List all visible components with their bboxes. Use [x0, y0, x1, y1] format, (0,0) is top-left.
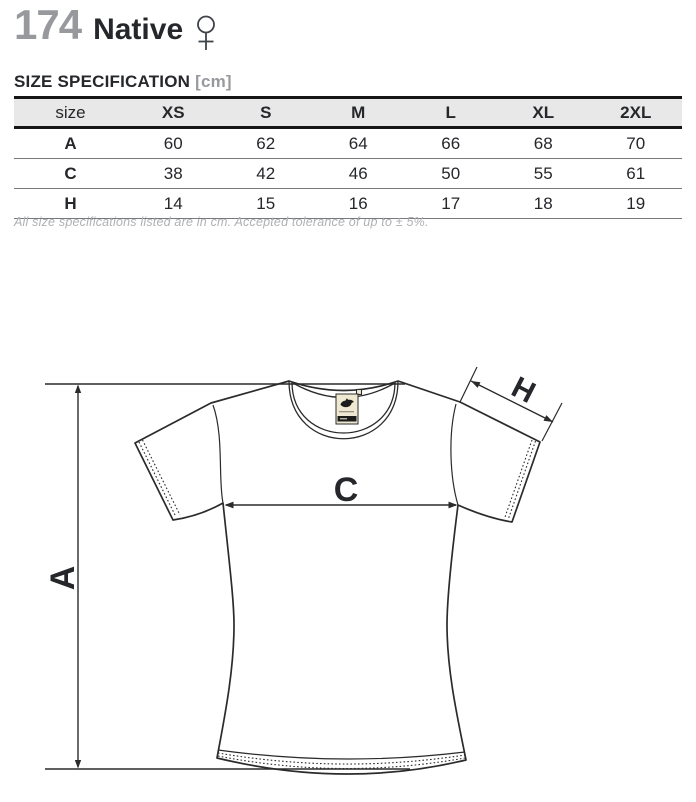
arrowhead-up-icon — [75, 385, 81, 394]
row-label: H — [14, 189, 127, 219]
table-row-a — [14, 128, 682, 159]
dimension-c-label: C — [333, 471, 359, 509]
column-header-s: S — [220, 98, 313, 128]
table-cell: 60 — [127, 128, 220, 159]
column-header-size: size — [14, 98, 127, 128]
table-row-c — [14, 159, 682, 189]
arrowhead-down-icon — [75, 760, 81, 769]
table-cell: 55 — [497, 159, 590, 189]
table-cell: 17 — [405, 189, 498, 219]
table-cell: 70 — [590, 128, 683, 159]
table-cell: 64 — [312, 128, 405, 159]
column-header-2xl: 2XL — [590, 98, 683, 128]
table-cell: 61 — [590, 159, 683, 189]
column-header-xs: XS — [127, 98, 220, 128]
section-title-text: SIZE SPECIFICATION — [14, 72, 191, 91]
section-unit: [cm] — [195, 72, 232, 91]
column-header-l: L — [405, 98, 498, 128]
size-table — [14, 96, 682, 219]
table-cell: 50 — [405, 159, 498, 189]
section-title — [14, 72, 232, 92]
table-cell: 15 — [220, 189, 313, 219]
dimension-a — [44, 385, 82, 769]
female-icon — [195, 15, 217, 52]
tolerance-note: All size specifications listed are in cm. Accepted tolerance of up to ± 5%. — [14, 215, 429, 229]
table-cell: 14 — [127, 189, 220, 219]
column-header-m: M — [312, 98, 405, 128]
product-name: Native — [93, 13, 184, 46]
table-cell: 18 — [497, 189, 590, 219]
table-cell: 62 — [220, 128, 313, 159]
product-number: 174 — [14, 1, 82, 48]
table-cell: 19 — [590, 189, 683, 219]
page-title — [14, 1, 184, 48]
table-row-h — [14, 189, 682, 219]
size-table-header-row — [14, 98, 682, 128]
dimension-a-label: A — [44, 565, 82, 591]
arrowhead-end-icon — [544, 415, 554, 422]
dimension-h-label: H — [506, 370, 541, 410]
row-label: A — [14, 128, 127, 159]
table-cell: 68 — [497, 128, 590, 159]
neck-label — [336, 390, 362, 425]
table-cell: 16 — [312, 189, 405, 219]
column-header-xl: XL — [497, 98, 590, 128]
arrowhead-start-icon — [471, 381, 481, 388]
table-cell: 46 — [312, 159, 405, 189]
row-label: C — [14, 159, 127, 189]
table-cell: 38 — [127, 159, 220, 189]
table-cell: 66 — [405, 128, 498, 159]
tshirt-outline — [135, 381, 540, 774]
tshirt-drawing — [135, 381, 540, 774]
table-cell: 42 — [220, 159, 313, 189]
